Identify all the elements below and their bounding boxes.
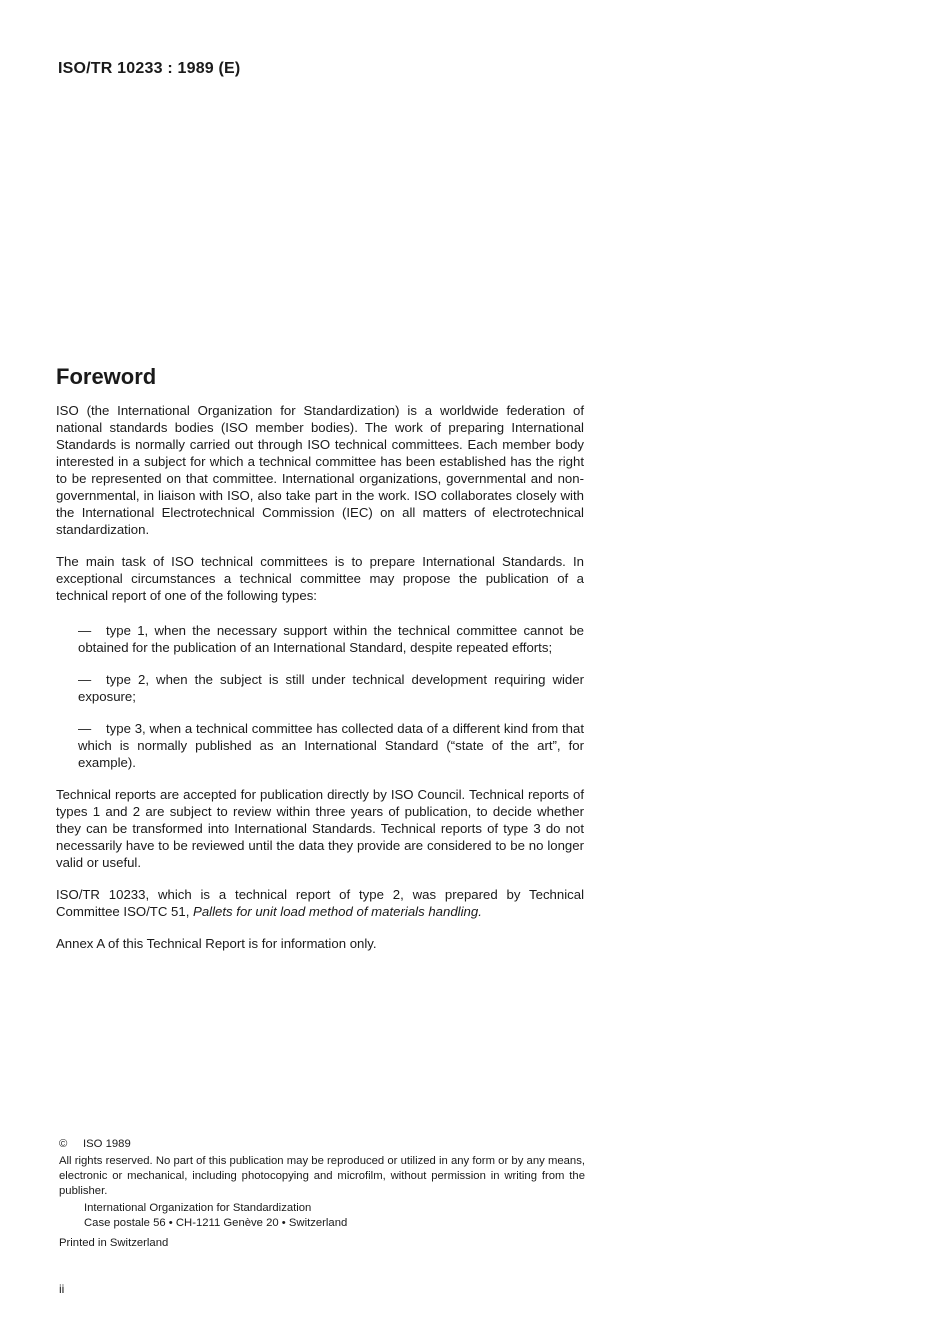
dash-marker: — bbox=[78, 623, 92, 638]
org-name: International Organization for Standardization bbox=[84, 1202, 312, 1214]
list-item-type-3 bbox=[56, 720, 584, 771]
list-item-type-2 bbox=[56, 671, 584, 705]
copyright-icon: © bbox=[59, 1138, 68, 1150]
committee-title: Pallets for unit load method of materials handling. bbox=[193, 904, 482, 919]
paragraph-iso-federation: ISO (the International Organization for Standardization) is a worldwide federation of national standards bodies (ISO member bodies). The work of preparing International Standards is normally carried out through ISO technical committees. Each member body interested in a subject for which a technical committee has been established has the right to be represented on that committee. International organizations, governmental and non-governmental, in liaison with ISO, also take part in the work. ISO collaborates closely with the International Electrotechnical Commission (IEC) on all matters of electrotechnical standardization. bbox=[56, 403, 584, 537]
page-number: ii bbox=[59, 1282, 65, 1296]
rights-statement: All rights reserved. No part of this publication may be reproduced or utilized in any form or by any means, electronic or mechanical, including photocopying and microfilm, without permission in writing from the publisher. bbox=[59, 1155, 585, 1197]
paragraph-prepared-by bbox=[56, 886, 584, 920]
list-item-text: type 3, when a technical committee has collected data of a different kind from that which is normally published as an International Standard (“state of the art”, for example). bbox=[78, 721, 584, 770]
copyright-footer bbox=[59, 1137, 585, 1251]
foreword-body bbox=[56, 402, 584, 967]
prepared-by-text: ISO/TR 10233, which is a technical report of type 2, was prepared by Technical Committee ISO/TC 51, bbox=[56, 887, 584, 919]
dash-marker: — bbox=[78, 672, 92, 687]
dash-marker: — bbox=[78, 721, 92, 736]
paragraph-annex-note: Annex A of this Technical Report is for information only. bbox=[56, 936, 377, 951]
list-item-type-1 bbox=[56, 622, 584, 656]
paragraph-technical-reports: Technical reports are accepted for publication directly by ISO Council. Technical reports of types 1 and 2 are subject to review within three years of publication, to decide whether they can be transformed into International Standards. Technical reports of type 3 do not necessarily have to be reviewed until the data they provide are considered to be no longer valid or useful. bbox=[56, 787, 584, 870]
section-title-foreword: Foreword bbox=[56, 364, 157, 389]
copyright-line bbox=[59, 1137, 585, 1152]
paragraph-main-task: The main task of ISO technical committees is to prepare International Standards. In exceptional circumstances a technical committee may propose the publication of a technical report of one of the following types: bbox=[56, 554, 584, 603]
copyright-text: ISO 1989 bbox=[83, 1138, 131, 1150]
document-header: ISO/TR 10233 : 1989 (E) bbox=[58, 60, 241, 77]
list-item-text: type 2, when the subject is still under technical development requiring wider exposure; bbox=[78, 672, 584, 704]
org-address: Case postale 56 • CH-1211 Genève 20 • Switzerland bbox=[84, 1217, 348, 1229]
list-item-text: type 1, when the necessary support within the technical committee cannot be obtained for the publication of an International Standard, despite repeated efforts; bbox=[78, 623, 584, 655]
printed-in: Printed in Switzerland bbox=[59, 1237, 169, 1249]
